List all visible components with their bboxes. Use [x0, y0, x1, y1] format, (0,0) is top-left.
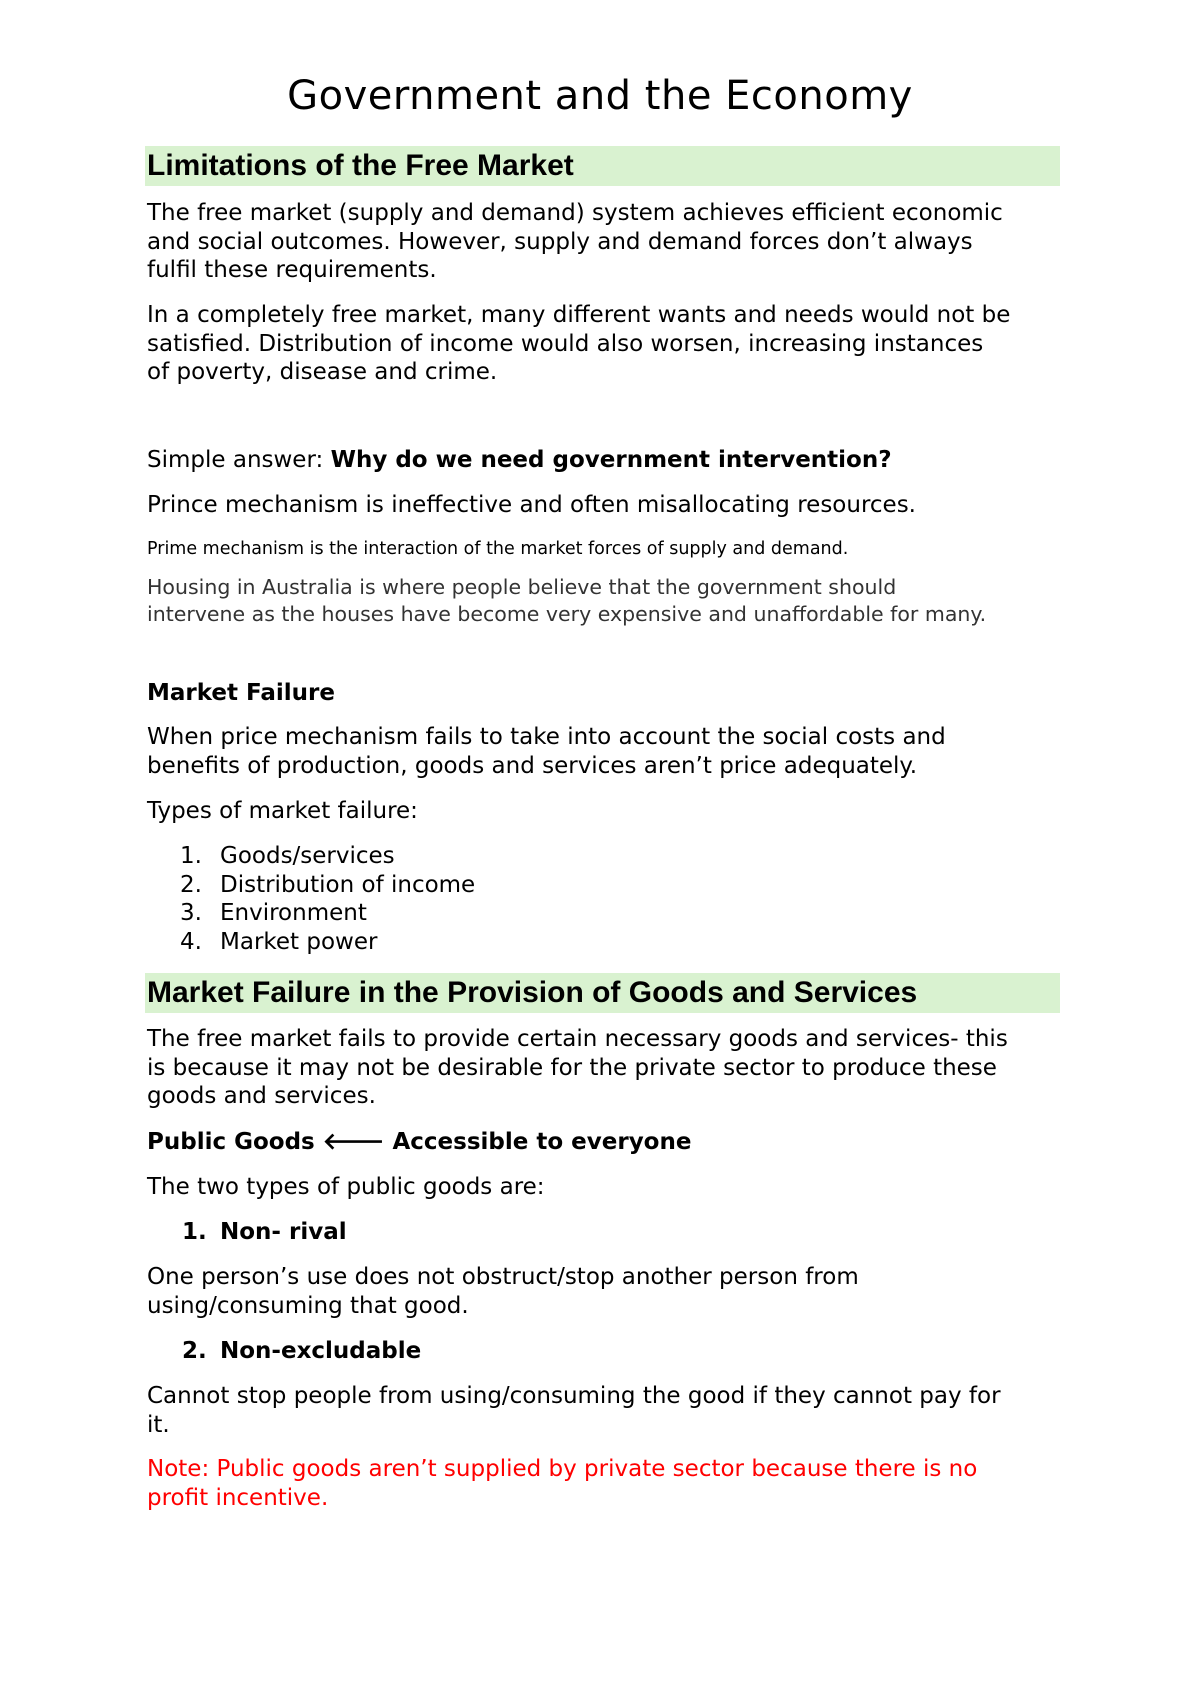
text-line: of poverty, disease and crime.: [147, 359, 498, 385]
paragraph-completely-free-market: [147, 301, 1067, 387]
paragraph-market-failure: [147, 723, 1067, 780]
list-item: [180, 928, 475, 957]
paragraph-free-market: [147, 199, 1067, 285]
list-item: [180, 899, 475, 928]
list-number: 2.: [182, 1338, 207, 1364]
text-line: and social outcomes. However, supply and demand forces don’t always: [147, 228, 973, 255]
text-line: using/consuming that good.: [147, 1292, 469, 1319]
section-heading-limitations: Limitations of the Free Market: [145, 146, 1060, 186]
text-line: Note: Public goods aren’t supplied by private sector because there is no: [147, 1456, 978, 1482]
simple-answer-question: Why do we need government intervention?: [330, 447, 892, 473]
list-item: [180, 842, 475, 871]
list-label: Environment: [220, 900, 367, 926]
paragraph-free-market-fails: [147, 1025, 1067, 1111]
list-number: 4.: [180, 928, 202, 955]
paragraph-non-excludable: [147, 1382, 1067, 1439]
text-line: When price mechanism fails to take into account the social costs and: [147, 724, 946, 750]
public-good-type-2: [182, 1337, 1102, 1366]
arrow-left-icon: 🡐: [322, 1129, 385, 1155]
types-label: Types of market failure:: [147, 798, 418, 824]
text-line: Housing in Australia is where people believe that the government should: [147, 575, 897, 599]
list-number: 1.: [182, 1219, 207, 1245]
market-failure-types-list: [180, 842, 475, 956]
list-label: Goods/services: [220, 843, 395, 869]
public-goods-desc: Accessible to everyone: [392, 1129, 692, 1155]
subheading-market-failure: Market Failure: [147, 680, 335, 706]
text-line: it.: [147, 1411, 170, 1438]
list-number: 3.: [180, 900, 202, 926]
text-line: The free market fails to provide certain necessary goods and services- this: [147, 1026, 1008, 1052]
public-good-type-1: [182, 1218, 1102, 1247]
list-number: 1.: [180, 843, 202, 869]
list-label: Market power: [220, 928, 378, 955]
paragraph-housing: [147, 574, 1067, 628]
type-label: Non-excludable: [220, 1338, 422, 1364]
type-label: Non- rival: [220, 1219, 347, 1245]
text-line: profit incentive.: [147, 1484, 329, 1511]
list-number: 2.: [180, 871, 202, 898]
text-line: satisfied. Distribution of income would also worsen, increasing instances: [147, 330, 984, 357]
paragraph-prince-mechanism: Prince mechanism is ineffective and often misallocating resources.: [147, 492, 916, 518]
paragraph-non-rival: [147, 1263, 1067, 1320]
text-line: One person’s use does not obstruct/stop another person from: [147, 1264, 859, 1290]
text-line: The free market (supply and demand) system achieves efficient economic: [147, 200, 1003, 226]
text-line: In a completely free market, many different wants and needs would not be: [147, 302, 1011, 328]
document-title: Government and the Economy: [287, 73, 913, 119]
section-heading-provision: Market Failure in the Provision of Goods and Services: [145, 973, 1060, 1013]
paragraph-simple-answer: [147, 446, 1067, 475]
text-line: goods and services.: [147, 1083, 376, 1109]
text-line: fulfil these requirements.: [147, 257, 437, 283]
simple-answer-prefix: Simple answer:: [147, 447, 331, 473]
text-line: is because it may not be desirable for the private sector to produce these: [147, 1054, 997, 1081]
paragraph-prime-mechanism: Prime mechanism is the interaction of the market forces of supply and demand.: [147, 539, 849, 559]
list-label: Distribution of income: [220, 871, 476, 898]
two-types-label: The two types of public goods are:: [147, 1174, 545, 1200]
text-line: Cannot stop people from using/consuming the good if they cannot pay for: [147, 1383, 1001, 1409]
note-public-goods: [147, 1455, 1067, 1512]
list-item: [180, 871, 475, 900]
text-line: benefits of production, goods and services aren’t price adequately.: [147, 752, 918, 779]
text-line: intervene as the houses have become very expensive and unaffordable for many.: [147, 602, 987, 626]
public-goods-heading: [147, 1128, 1067, 1157]
public-goods-label: Public Goods: [147, 1129, 315, 1155]
